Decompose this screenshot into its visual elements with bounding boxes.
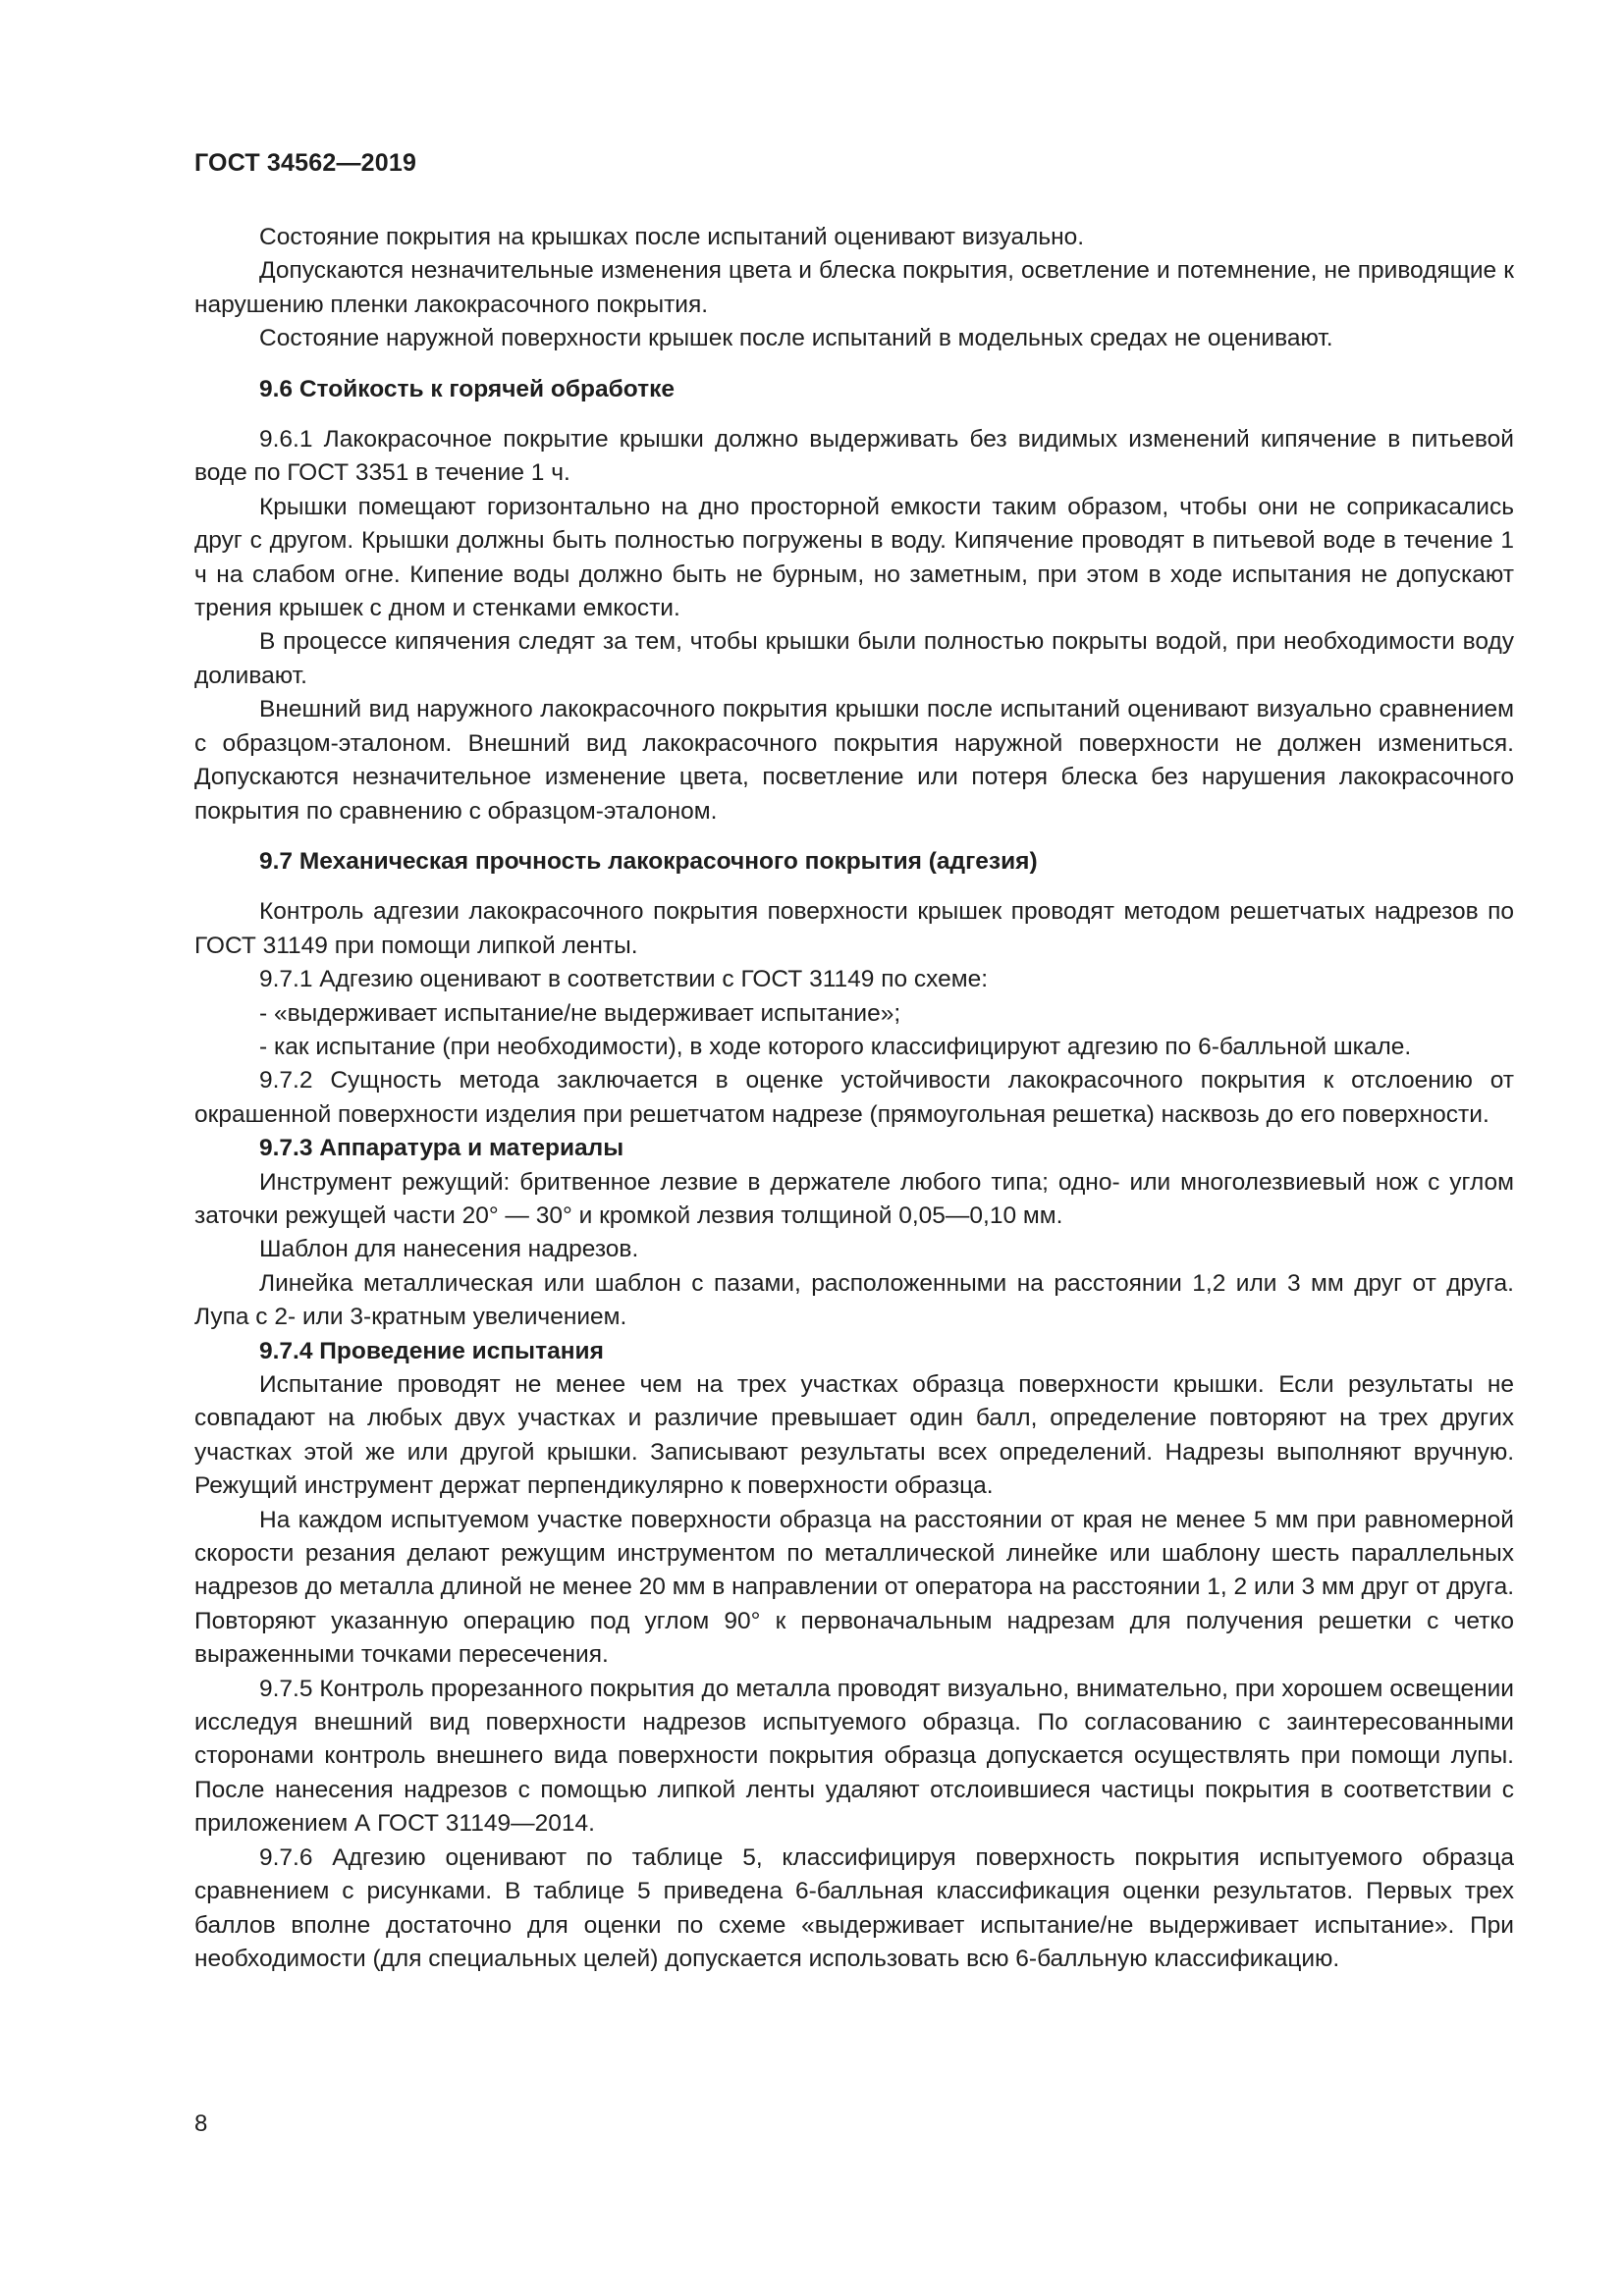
body-paragraph: - как испытание (при необходимости), в ходе которого классифицируют адгезию по 6-балльной шкале. [259, 1033, 1412, 1060]
body-paragraph: 9.7.6 Адгезию оценивают по таблице 5, классифицируя поверхность покрытия испытуемого образца сравнением с рисунками. В таблице 5 приведена 6-балльная классификация оценки результатов. Первых трех баллов вполне достаточно для оценки по схеме «выдерживает испытание/не выдерживает испытание». При необходимости (для специальных целей) допускается использовать всю 6-балльную классификацию. [194, 1843, 1514, 1972]
section-heading: 9.7.4 Проведение испытания [259, 1337, 604, 1364]
body-paragraph: 9.7.5 Контроль прорезанного покрытия до металла проводят визуально, внимательно, при хорошем освещении исследуя внешний вид поверхности надрезов испытуемого образца. По согласованию с заинтересованными сторонами контроль внешнего вида поверхности покрытия образца допускается осуществлять при помощи лупы. После нанесения надрезов с помощью липкой ленты удаляют отслоившиеся частицы покрытия в соответствии с приложением А ГОСТ 31149—2014. [194, 1675, 1514, 1838]
body-paragraph: Внешний вид наружного лакокрасочного покрытия крышки после испытаний оценивают визуально сравнением с образцом-эталоном. Внешний вид лакокрасочного покрытия наружной поверхности не должен измениться. Допускаются незначительное изменение цвета, посветление или потеря блеска без нарушения лакокрасочного покрытия по сравнению с образцом-эталоном. [194, 696, 1514, 825]
section-heading: 9.7 Механическая прочность лакокрасочного покрытия (адгезия) [259, 847, 1038, 875]
body-paragraph: Испытание проводят не менее чем на трех участках образца поверхности крышки. Если результаты не совпадают на любых двух участках и различие превышает один балл, определение повторяют на трех других участках этой же или другой крышки. Записывают результаты всех определений. Надрезы выполняют вручную. Режущий инструмент держат перпендикулярно к поверхности образца. [194, 1371, 1514, 1500]
body-paragraph: На каждом испытуемом участке поверхности образца на расстоянии от края не менее 5 мм при равномерной скорости резания делают режущим инструментом по металлической линейке или шаблону шесть параллельных надрезов до металла длиной не менее 20 мм в направлении от оператора на расстоянии 1, 2 или 3 мм друг от друга. Повторяют указанную операцию под углом 90° к первоначальным надрезам для получения решетки с четко выраженными точками пересечения. [194, 1506, 1514, 1669]
body-paragraph: Состояние наружной поверхности крышек после испытаний в модельных средах не оценивают. [259, 325, 1333, 352]
page-number: 8 [194, 2110, 208, 2137]
document-body [194, 221, 1514, 1976]
body-paragraph: Шаблон для нанесения надрезов. [259, 1236, 639, 1263]
section-heading: 9.7.3 Аппаратура и материалы [259, 1135, 624, 1162]
body-paragraph: В процессе кипячения следят за тем, чтобы крышки были полностью покрыты водой, при необходимости воду доливают. [194, 628, 1514, 689]
body-paragraph: Инструмент режущий: бритвенное лезвие в держателе любого типа; одно- или многолезвиевый нож с углом заточки режущей части 20° — 30° и кромкой лезвия толщиной 0,05—0,10 мм. [194, 1168, 1514, 1229]
body-paragraph: - «выдерживает испытание/не выдерживает испытание»; [259, 999, 901, 1027]
body-paragraph: 9.6.1 Лакокрасочное покрытие крышки должно выдерживать без видимых изменений кипячение в питьевой воде по ГОСТ 3351 в течение 1 ч. [194, 426, 1514, 487]
body-paragraph: 9.7.2 Сущность метода заключается в оценке устойчивости лакокрасочного покрытия к отслоению от окрашенной поверхности изделия при решетчатом надрезе (прямоугольная решетка) насквозь до его поверхности. [194, 1067, 1514, 1128]
body-paragraph: Состояние покрытия на крышках после испытаний оценивают визуально. [259, 224, 1085, 250]
document-header-code: ГОСТ 34562—2019 [194, 149, 417, 177]
body-paragraph: Контроль адгезии лакокрасочного покрытия поверхности крышек проводят методом решетчатых надрезов по ГОСТ 31149 при помощи липкой ленты. [194, 898, 1514, 959]
body-paragraph: Допускаются незначительные изменения цвета и блеска покрытия, осветление и потемнение, не приводящие к нарушению пленки лакокрасочного покрытия. [194, 257, 1514, 318]
section-heading: 9.6 Стойкость к горячей обработке [259, 375, 675, 402]
body-paragraph: Крышки помещают горизонтально на дно просторной емкости таким образом, чтобы они не соприкасались друг с другом. Крышки должны быть полностью погружены в воду. Кипячение проводят в питьевой воде в течение 1 ч на слабом огне. Кипение воды должно быть не бурным, но заметным, при этом в ходе испытания не допускают трения крышек с дном и стенками емкости. [194, 493, 1514, 622]
body-paragraph: 9.7.1 Адгезию оценивают в соответствии с ГОСТ 31149 по схеме: [259, 966, 989, 993]
body-paragraph: Линейка металлическая или шаблон с пазами, расположенными на расстоянии 1,2 или 3 мм друг от друга. Лупа с 2- или 3-кратным увеличением. [194, 1269, 1514, 1331]
